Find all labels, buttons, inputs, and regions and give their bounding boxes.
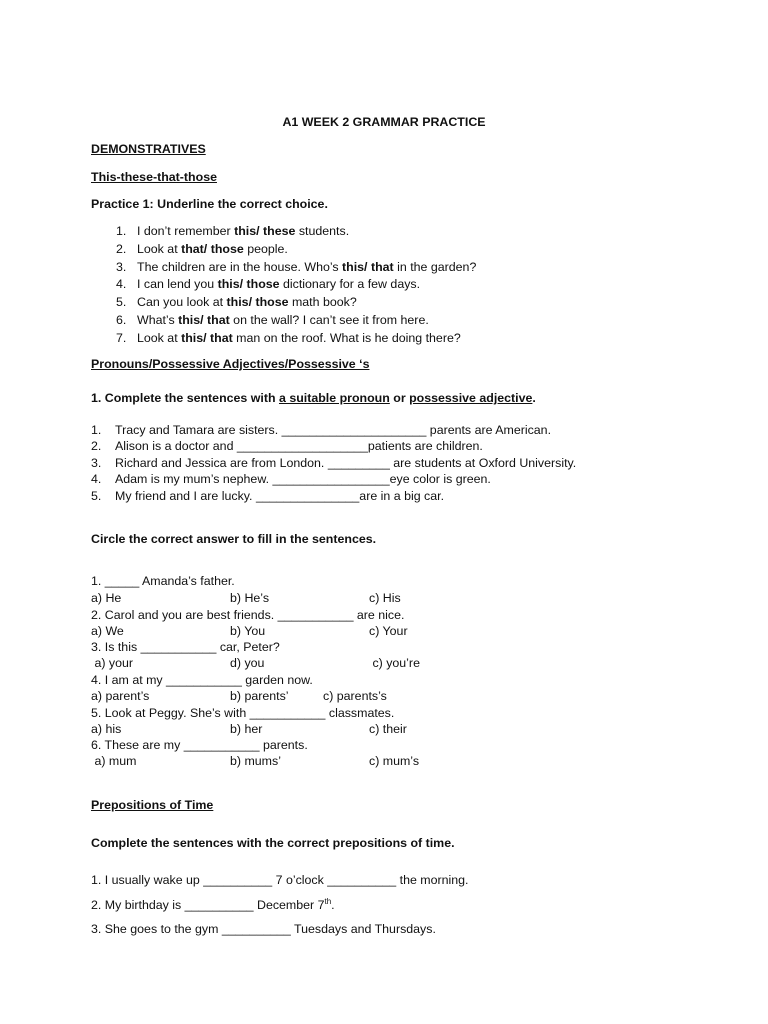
- list-item-text: I don’t remember this/ these students.: [137, 224, 350, 238]
- list-item-number: 3.: [91, 456, 102, 470]
- list-item-text: Look at that/ those people.: [137, 242, 288, 256]
- question-text: 1. _____ Amanda’s father.: [91, 574, 235, 588]
- list-item-text: I can lend you this/ those dictionary for a few days.: [137, 277, 421, 291]
- list-item: 4.: [116, 277, 127, 291]
- list-item-number: 5.: [91, 489, 102, 503]
- question-text: 3. Is this ___________ car, Peter?: [91, 640, 280, 654]
- answer-option-a[interactable]: a) parent’s: [91, 689, 150, 703]
- list-item: 1. I usually wake up __________ 7 o’clock __________ the morning.: [91, 873, 469, 887]
- answer-option-a[interactable]: a) He: [91, 591, 122, 605]
- answer-option-b[interactable]: d) you: [230, 656, 265, 670]
- list-item-text: Adam is my mum’s nephew. _________________eye color is green.: [115, 472, 491, 486]
- list-item-text: My friend and I are lucky. _______________are in a big car.: [115, 489, 445, 503]
- list-item-text: The children are in the house. Who’s this/ that in the garden?: [137, 260, 477, 274]
- circle-instruction: Circle the correct answer to fill in the sentences.: [91, 532, 377, 546]
- question-text: 5. Look at Peggy. She’s with ___________ classmates.: [91, 706, 395, 720]
- choice[interactable]: that/ those: [181, 242, 244, 256]
- answer-option-a[interactable]: a) your: [91, 656, 134, 670]
- list-item-number: 2.: [91, 439, 102, 453]
- prepositions-heading: Prepositions of Time: [91, 798, 214, 812]
- answer-option-a[interactable]: a) his: [91, 722, 122, 736]
- list-item-number: 1.: [91, 423, 102, 437]
- answer-option-b[interactable]: b) He’s: [230, 591, 270, 605]
- pronouns-instruction: 1. Complete the sentences with a suitable pronoun or possessive adjective.: [91, 391, 536, 405]
- choice[interactable]: this/ that: [181, 331, 233, 345]
- list-item-text: Look at this/ that man on the roof. What is he doing there?: [137, 331, 461, 345]
- prepositions-instruction: Complete the sentences with the correct prepositions of time.: [91, 836, 455, 850]
- list-item: 2. My birthday is __________ December 7th.: [91, 896, 335, 912]
- answer-option-c[interactable]: c) you’re: [369, 656, 420, 670]
- answer-option-c[interactable]: c) Your: [369, 624, 408, 638]
- list-item: 7.: [116, 331, 127, 345]
- practice-1-instruction: Practice 1: Underline the correct choice.: [91, 197, 328, 211]
- list-item-text: Tracy and Tamara are sisters. _____________________ parents are American.: [115, 423, 552, 437]
- list-item-text: What’s this/ that on the wall? I can’t see it from here.: [137, 313, 429, 327]
- choice[interactable]: this/ that: [342, 260, 394, 274]
- page-title: A1 WEEK 2 GRAMMAR PRACTICE: [282, 115, 486, 129]
- answer-option-b[interactable]: b) parents’: [230, 689, 289, 703]
- list-item-text: Richard and Jessica are from London. _________ are students at Oxford University.: [115, 456, 577, 470]
- choice[interactable]: this/ that: [178, 313, 230, 327]
- question-text: 4. I am at my ___________ garden now.: [91, 673, 313, 687]
- list-item-text: Alison is a doctor and ___________________patients are children.: [115, 439, 483, 453]
- answer-option-c[interactable]: c) mum’s: [369, 754, 420, 768]
- answer-option-c[interactable]: c) His: [369, 591, 401, 605]
- choice[interactable]: this/ those: [226, 295, 289, 309]
- list-item-number: 4.: [91, 472, 102, 486]
- list-item: 2.: [116, 242, 127, 256]
- list-item: 3.: [116, 260, 127, 274]
- demonstratives-heading: DEMONSTRATIVES: [91, 142, 206, 156]
- pronouns-heading: Pronouns/Possessive Adjectives/Possessive ‘s: [91, 357, 370, 371]
- question-text: 2. Carol and you are best friends. ___________ are nice.: [91, 608, 405, 622]
- demonstratives-subheading: This-these-that-those: [91, 170, 217, 184]
- list-item: 1.: [116, 224, 127, 238]
- choice[interactable]: this/ these: [234, 224, 296, 238]
- list-item: 5.: [116, 295, 127, 309]
- list-item: 3. She goes to the gym __________ Tuesdays and Thursdays.: [91, 922, 436, 936]
- list-item-text: Can you look at this/ those math book?: [137, 295, 357, 309]
- answer-option-b[interactable]: b) You: [230, 624, 266, 638]
- answer-option-b[interactable]: b) her: [230, 722, 263, 736]
- choice[interactable]: this/ those: [217, 277, 280, 291]
- list-item: 6.: [116, 313, 127, 327]
- answer-option-a[interactable]: a) mum: [91, 754, 137, 768]
- question-text: 6. These are my ___________ parents.: [91, 738, 308, 752]
- answer-option-b[interactable]: b) mums’: [230, 754, 281, 768]
- answer-option-a[interactable]: a) We: [91, 624, 124, 638]
- answer-option-c[interactable]: c) their: [369, 722, 407, 736]
- answer-option-c[interactable]: c) parents’s: [323, 689, 387, 703]
